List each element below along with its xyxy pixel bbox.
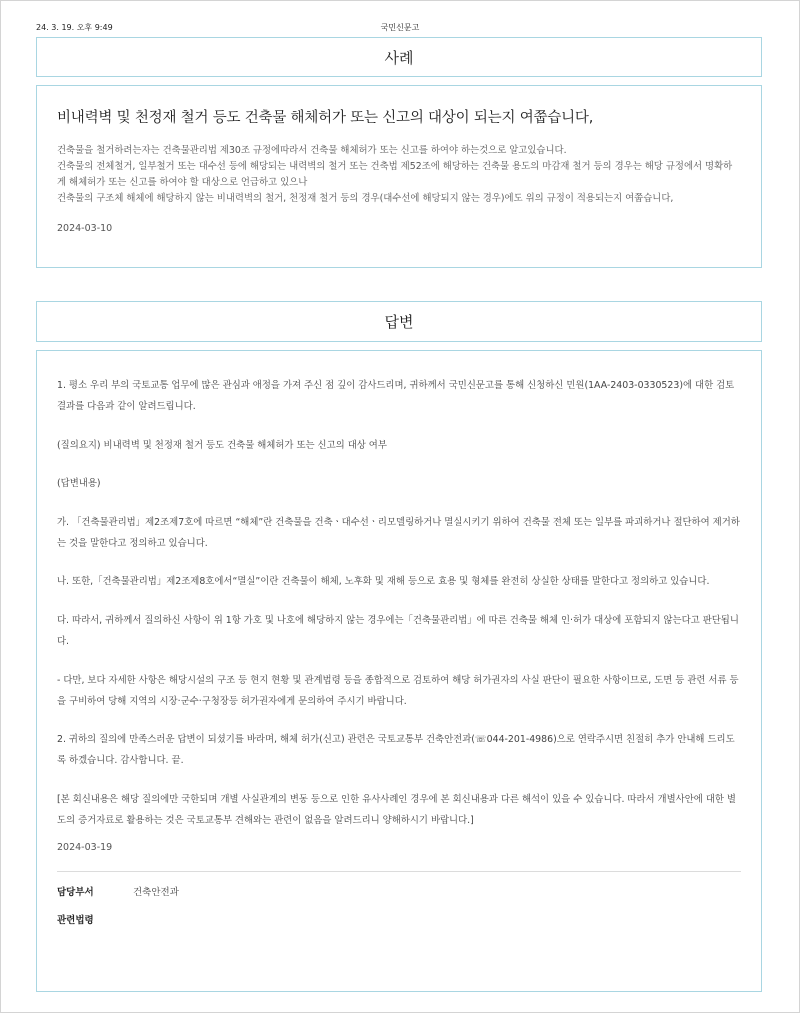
meta-label: 담당부서 bbox=[57, 887, 94, 899]
answer-date: 2024-03-19 bbox=[57, 842, 113, 854]
case-date: 2024-03-10 bbox=[57, 223, 113, 234]
meta-label: 관련법령 bbox=[57, 915, 94, 927]
answer-paragraph: (답변내용) bbox=[57, 478, 101, 490]
answer-paragraph: 나. 또한,「건축물관리법」제2조제8호에서“멸실”이란 건축물이 해체, 노후화 및 재해 등으로 효용 및 형체를 완전히 상실한 상태를 말한다고 정의하고 있습니다. bbox=[57, 576, 710, 588]
answer-section-title bbox=[36, 301, 762, 342]
case-content bbox=[36, 85, 762, 268]
case-section-title-text: 사례 bbox=[384, 48, 414, 67]
answer-paragraph: (질의요지) 비내력벽 및 천정재 철거 등도 건축물 해체허가 또는 신고의 대상 여부 bbox=[57, 439, 387, 451]
answer-paragraph: - 다만, 보다 자세한 사항은 해당시설의 구조 등 현지 현황 및 관계법령 등을 종합적으로 검토하여 해당 허가권자의 사실 판단이 필요한 사항이므로, 도면 등 관련 서류 등을 구비하여 당해 지역의 시장·군수·구청장등 허가권자에게 문의하여 주시기 바랍니다. bbox=[57, 674, 739, 707]
answer-paragraph: 2. 귀하의 질의에 만족스러운 답변이 되셨기를 바라며, 해체 허가(신고) 관련은 국토교통부 건축안전과(☏044-201-4986)으로 연락주시면 친절히 추가 안내해 드리도록 하겠습니다. 감사합니다. 끝. bbox=[57, 734, 735, 767]
answer-paragraph: 1. 평소 우리 부의 국토교통 업무에 많은 관심과 애정을 가져 주신 점 깊이 감사드리며, 귀하께서 국민신문고를 통해 신청하신 민원(1AA-2403-0330523)에 대한 검토결과를 다음과 같이 알려드립니다. bbox=[57, 380, 735, 412]
case-paragraph: 건축물의 구조체 해체에 해당하지 않는 비내력벽의 철거, 천정재 철거 등의 경우(대수선에 해당되지 않는 경우)에도 위의 규정이 적용되는지 여쭙습니다, bbox=[57, 193, 674, 204]
meta-row-department bbox=[57, 882, 741, 900]
answer-section-title-text: 답변 bbox=[384, 313, 414, 331]
case-section-title bbox=[36, 37, 762, 77]
case-body bbox=[57, 143, 741, 207]
answer-paragraph: [본 회신내용은 해당 질의에만 국한되며 개별 사실관계의 변동 등으로 인한 유사사례인 경우에 본 회신내용과 다른 해석이 있을 수 있습니다. 따라서 개별사안에 대한 별도의 증거자료로 활용하는 것은 국토교통부 견해와는 관련이 없음을 알려드리니 양해하시기 바랍니다.] bbox=[57, 793, 736, 826]
print-timestamp: 24. 3. 19. 오후 9:49 bbox=[36, 23, 113, 32]
answer-paragraph: 다. 따라서, 귀하께서 질의하신 사항이 위 1항 가호 및 나호에 해당하지 않는 경우에는「건축물관리법」에 따른 건축물 해체 인·허가 대상에 포함되지 않는다고 판단됩니다. bbox=[57, 614, 739, 647]
answer-content bbox=[36, 350, 762, 992]
meta-value: 건축안전과 bbox=[133, 887, 179, 899]
case-heading: 비내력벽 및 천정재 철거 등도 건축물 해체허가 또는 신고의 대상이 되는지 여쭙습니다, bbox=[57, 110, 594, 126]
divider bbox=[57, 871, 741, 872]
case-paragraph: 건축물의 전체철거, 일부철거 또는 대수선 등에 해당되는 내력벽의 철거 또는 건축법 제52조에 해당하는 건축물 용도의 마감재 철거 등의 경우는 해당 규정에서 명확하게 해체허가 또는 신고를 하여야 할 대상으로 언급하고 있으나 bbox=[57, 161, 733, 188]
print-header bbox=[0, 22, 800, 36]
meta-row-related-law bbox=[57, 910, 741, 928]
answer-paragraph: 가. 「건축물관리법」제2조제7호에 따르면 “해체”란 건축물을 건축ㆍ대수선ㆍ리모델링하거나 멸실시키기 위하여 건축물 전체 또는 일부를 파괴하거나 절단하여 제거하는 것을 말한다고 정의하고 있습니다. bbox=[57, 516, 740, 549]
case-paragraph: 건축물을 철거하려는자는 건축물관리법 제30조 규정에따라서 건축물 해체허가 또는 신고를 하여야 하는것으로 알고있습니다. bbox=[57, 145, 567, 156]
print-title: 국민신문고 bbox=[380, 23, 420, 32]
